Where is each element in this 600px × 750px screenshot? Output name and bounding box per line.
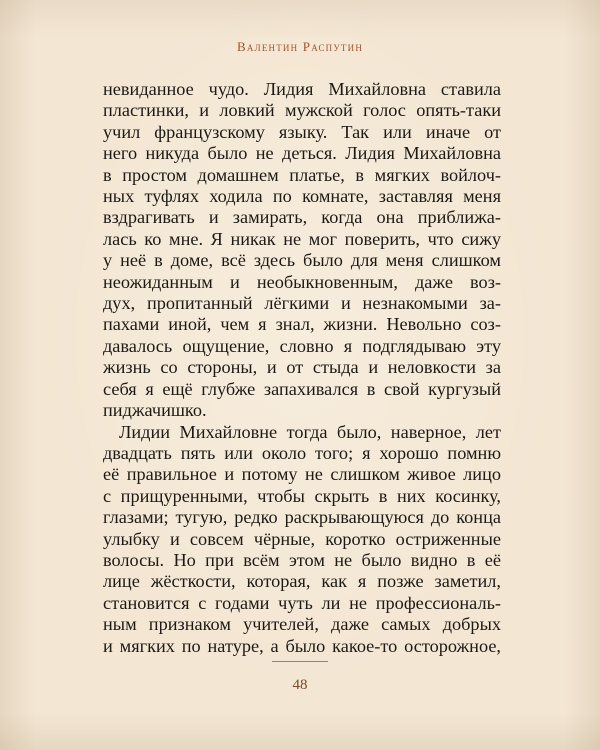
text-line: себя я ещё глубже запахивался в свой кургузый [103,378,501,399]
text-line: учил французскому языку. Так или иначе от [103,121,501,142]
text-line: и мягких по натуре, а было какое-то осторожное, [103,635,501,656]
text-line: у неё в доме, всё здесь было для меня слишком [103,250,501,271]
text-line: невиданное чудо. Лидия Михайловна ставила [103,79,501,99]
text-line: него никуда было не деться. Лидия Михайловна [103,143,501,164]
text-line: с прищуренными, чтобы скрыть в них косинку, [103,485,501,506]
running-header: Валентин Распутин [236,39,364,54]
text-line: лице жёсткости, которая, как я позже заметил, [103,571,501,592]
text-line: её правильное и потому не слишком живое лицо [103,464,501,485]
footer-divider [272,661,328,662]
text-line: волосы. Но при всём этом не было видно в её [103,549,501,570]
text-line: Лидии Михайловне тогда было, наверное, лет [119,421,501,442]
text-line: двадцать пять или около того; я хорошо помню [103,442,501,463]
page-body [103,79,501,657]
text-line: пластинки, и ловкий мужской голос опять-таки [103,100,501,121]
text-line: в простом домашнем платье, в мягких войлоч- [103,164,501,185]
text-line: ным признаком учителей, даже самых добрых [103,614,501,635]
text-line: давалось ощущение, словно я подглядываю эту [103,335,501,356]
text-line: жизнь со стороны, и от стыда и неловкости за [103,357,501,378]
text-line: неожиданным и необыкновенным, даже воз- [103,271,501,292]
text-line: ных туфлях ходила по комнате, заставляя меня [103,186,501,207]
text-line: пахами иной, чем я знал, жизни. Невольно соз- [103,314,501,335]
page-number: 48 [292,677,308,693]
paragraph-2 [103,422,501,657]
text-line: глазами; тугую, редко раскрывающуюся до конца [103,507,501,528]
paragraph-1 [103,79,501,422]
text-line: вздрагивать и замирать, когда она приближа- [103,207,501,228]
text-line: улыбку и совсем чёрные, коротко остриженные [103,528,501,549]
text-line: лась ко мне. Я никак не мог поверить, что сижу [103,228,501,249]
text-line: дух, пропитанный лёгкими и незнакомыми за- [103,293,501,314]
text-line: становится с годами чуть ли не профессиональ- [103,592,501,613]
text-line: пиджачишко. [103,400,207,421]
